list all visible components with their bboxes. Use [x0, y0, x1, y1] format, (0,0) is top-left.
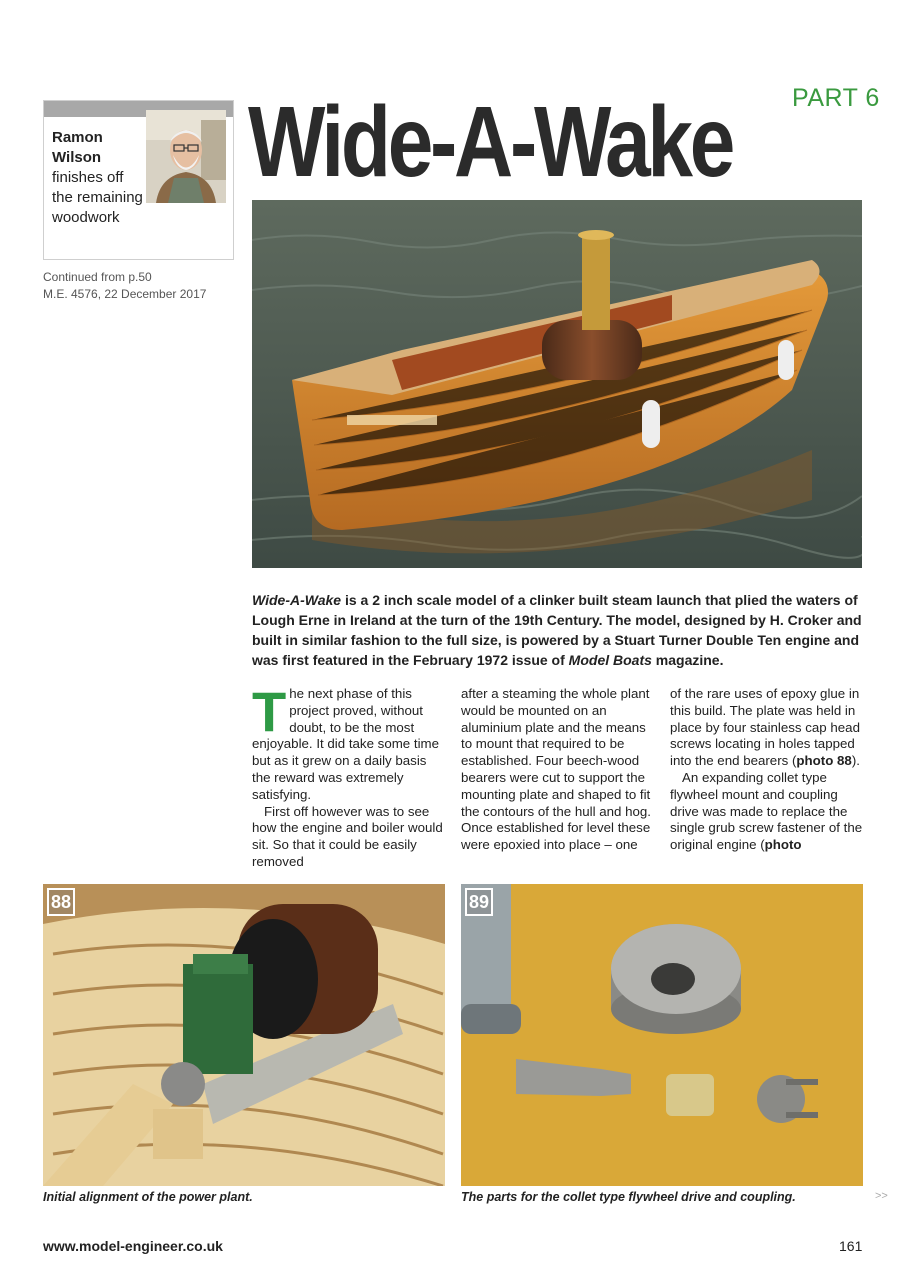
body-column-3: [670, 686, 866, 854]
body-paragraph-5: [670, 770, 866, 854]
body-text-5a: An expanding collet type flywheel mount and coupling drive was made to replace the single grub screw fastener of the original engine (: [670, 769, 863, 853]
body-text-4a: of the rare uses of epoxy glue in this build. The plate was held in place by four stainless cap head screws locating in holes tapped into the end bearers (: [670, 686, 860, 769]
footer-website: www.model-engineer.co.uk: [43, 1238, 223, 1254]
body-paragraph-3: after a steaming the whole plant would be mounted on an aluminium plate and the means to mount that required to be established. Four beech-wood bearers were cut to support the mounting plate and shaped to fit the contours of the hull and hog. Once established for level these were epoxied into place – one: [461, 686, 651, 853]
photo-ref-89: photo: [764, 837, 802, 853]
photo-88-caption: Initial alignment of the power plant.: [43, 1190, 253, 1204]
part-label: PART 6: [792, 84, 880, 112]
photo-88-engine-in-hull: [43, 884, 445, 1186]
body-text-4b: ).: [851, 753, 860, 769]
body-column-2: [461, 686, 657, 854]
photo-ref-88: photo 88: [796, 753, 852, 769]
continued-from: Continued from p.50: [43, 270, 152, 284]
author-byline: [52, 128, 148, 228]
photo-89: [461, 884, 863, 1186]
intro-paragraph: [252, 590, 862, 670]
body-paragraph-4: [670, 686, 866, 770]
photo-89-collet-parts: [461, 884, 863, 1186]
author-name-line1: Ramon: [52, 129, 103, 146]
photo-89-number: 89: [465, 888, 493, 916]
hero-photo-steam-launch: [252, 200, 862, 568]
body-column-1: [252, 680, 448, 871]
body-paragraph-2: First off however was to see how the engine and boiler would sit. So that it could be easily removed: [252, 803, 443, 869]
intro-magazine-name: Model Boats: [568, 652, 652, 668]
intro-boat-name: Wide-A-Wake: [252, 592, 342, 608]
author-tagline: finishes off the remaining woodwork: [52, 169, 143, 226]
page-number: 161: [839, 1238, 863, 1254]
continue-arrows-icon: >>: [875, 1190, 888, 1202]
photo-88-number: 88: [47, 888, 75, 916]
photo-88: [43, 884, 445, 1186]
issue-reference: M.E. 4576, 22 December 2017: [43, 287, 207, 301]
body-paragraph-1: he next phase of this project proved, without doubt, to be the most enjoyable. It did take some time but as it grew on a daily basis the reward was extremely satisfying.: [252, 686, 439, 802]
continued-note: [43, 269, 206, 303]
article-title: Wide-A-Wake: [248, 86, 733, 198]
intro-text-1: is a 2 inch scale model of a clinker built steam launch that plied the waters of Lough Erne in Ireland at the turn of the 19th Century. The model, designed by H. Croker and built in similar fashion to the full size, is powered by a Stuart Turner Double Ten engine and was first featured in the February 1972 issue of: [252, 592, 862, 668]
intro-text-2: magazine.: [651, 652, 724, 668]
author-portrait: [146, 110, 226, 203]
author-name-line2: Wilson: [52, 149, 102, 166]
photo-89-caption: The parts for the collet type flywheel drive and coupling.: [461, 1190, 796, 1204]
author-box: [43, 100, 234, 260]
drop-cap: T: [252, 680, 287, 743]
